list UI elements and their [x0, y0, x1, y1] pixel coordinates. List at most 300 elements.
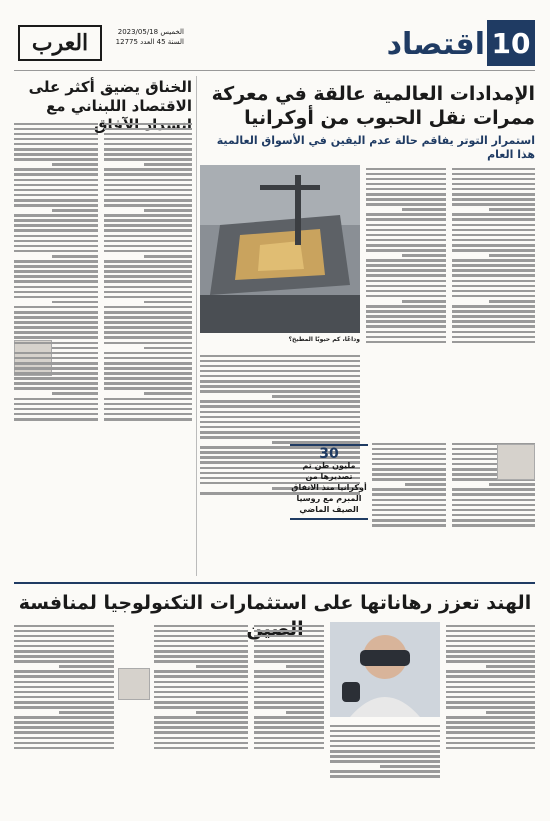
text-line-placeholder [104, 184, 192, 187]
text-line-placeholder [104, 204, 192, 207]
text-line-placeholder [446, 716, 535, 719]
bottom-story-text-col-2 [254, 622, 324, 812]
text-line-placeholder [154, 701, 248, 704]
text-line-placeholder [452, 239, 535, 242]
text-line-placeholder [104, 311, 192, 314]
text-line-placeholder [14, 219, 98, 222]
text-line-placeholder [254, 635, 324, 638]
text-line-placeholder [452, 280, 535, 283]
text-line-placeholder [104, 133, 192, 136]
text-line-placeholder [104, 128, 192, 131]
page-number-badge: 10 [487, 20, 535, 66]
text-line-placeholder [14, 148, 98, 151]
text-line-placeholder [14, 168, 98, 171]
masthead-logo: العرب [18, 25, 102, 61]
text-line-placeholder [489, 483, 535, 486]
text-line-placeholder [446, 696, 535, 699]
text-line-placeholder [14, 706, 114, 709]
text-line-placeholder [366, 336, 446, 339]
text-line-placeholder [200, 416, 360, 419]
text-line-placeholder [14, 670, 114, 673]
text-line-placeholder [104, 367, 192, 370]
text-line-placeholder [14, 214, 98, 217]
text-line-placeholder [154, 625, 248, 628]
date-info [104, 27, 184, 47]
text-line-placeholder [14, 235, 98, 238]
text-line-placeholder [372, 473, 446, 476]
text-line-placeholder [154, 686, 248, 689]
text-line-placeholder [154, 742, 248, 745]
bottom-section-rule [14, 582, 535, 584]
text-line-placeholder [14, 153, 98, 156]
text-line-placeholder [446, 660, 535, 663]
text-line-placeholder [144, 163, 192, 166]
text-line-placeholder [366, 234, 446, 237]
text-line-placeholder [452, 198, 535, 201]
text-line-placeholder [52, 347, 98, 350]
text-line-placeholder [104, 352, 192, 355]
text-line-placeholder [200, 370, 360, 373]
text-line-placeholder [489, 254, 535, 257]
text-line-placeholder [330, 740, 440, 743]
text-line-placeholder [104, 194, 192, 197]
text-line-placeholder [330, 745, 440, 748]
text-line-placeholder [104, 336, 192, 339]
text-line-placeholder [52, 392, 98, 395]
text-line-placeholder [254, 696, 324, 699]
text-line-placeholder [14, 189, 98, 192]
text-line-placeholder [452, 285, 535, 288]
text-line-placeholder [372, 448, 446, 451]
text-line-placeholder [104, 398, 192, 401]
text-line-placeholder [14, 630, 114, 633]
text-line-placeholder [446, 742, 535, 745]
text-line-placeholder [104, 158, 192, 161]
text-line-placeholder [14, 260, 98, 263]
text-line-placeholder [104, 240, 192, 243]
text-line-placeholder [402, 208, 446, 211]
text-line-placeholder [452, 514, 535, 517]
text-line-placeholder [254, 686, 324, 689]
bottom-story-text-col-5 [14, 622, 114, 812]
text-line-placeholder [452, 244, 535, 247]
text-line-placeholder [254, 706, 324, 709]
text-line-placeholder [330, 735, 440, 738]
text-line-placeholder [104, 362, 192, 365]
text-line-placeholder [14, 331, 98, 334]
text-line-placeholder [366, 168, 446, 171]
text-line-placeholder [366, 218, 446, 221]
author-headshot-bottom [118, 668, 150, 700]
text-line-placeholder [446, 681, 535, 684]
text-line-placeholder [286, 665, 325, 668]
text-line-placeholder [104, 306, 192, 309]
text-line-placeholder [366, 285, 446, 288]
text-line-placeholder [14, 398, 98, 401]
text-line-placeholder [14, 696, 114, 699]
text-line-placeholder [254, 747, 324, 750]
text-line-placeholder [366, 341, 446, 344]
text-line-placeholder [14, 675, 114, 678]
text-line-placeholder [372, 443, 446, 446]
text-line-placeholder [366, 193, 446, 196]
column-divider [196, 76, 197, 576]
text-line-placeholder [104, 179, 192, 182]
text-line-placeholder [14, 731, 114, 734]
text-line-placeholder [14, 270, 98, 273]
text-line-placeholder [366, 325, 446, 328]
text-line-placeholder [452, 331, 535, 334]
text-line-placeholder [154, 726, 248, 729]
text-line-placeholder [154, 737, 248, 740]
text-line-placeholder [14, 173, 98, 176]
text-line-placeholder [14, 240, 98, 243]
text-line-placeholder [366, 173, 446, 176]
text-line-placeholder [104, 357, 192, 360]
text-line-placeholder [402, 300, 446, 303]
text-line-placeholder [452, 336, 535, 339]
text-line-placeholder [446, 747, 535, 750]
text-line-placeholder [366, 310, 446, 313]
text-line-placeholder [452, 290, 535, 293]
date-line: الخميس 2023/05/18 [117, 28, 184, 36]
text-line-placeholder [489, 300, 535, 303]
text-line-placeholder [452, 178, 535, 181]
text-line-placeholder [380, 765, 441, 768]
text-line-placeholder [366, 178, 446, 181]
text-line-placeholder [104, 224, 192, 227]
text-line-placeholder [14, 681, 114, 684]
text-line-placeholder [254, 716, 324, 719]
text-line-placeholder [14, 418, 98, 421]
text-line-placeholder [104, 275, 192, 278]
main-story-text-col-1 [366, 165, 446, 435]
text-line-placeholder [14, 645, 114, 648]
text-line-placeholder [452, 183, 535, 186]
text-line-placeholder [14, 377, 98, 380]
text-line-placeholder [154, 706, 248, 709]
text-line-placeholder [154, 630, 248, 633]
text-line-placeholder [452, 188, 535, 191]
text-line-placeholder [154, 691, 248, 694]
text-line-placeholder [372, 519, 446, 522]
text-line-placeholder [154, 640, 248, 643]
text-line-placeholder [52, 209, 98, 212]
text-line-placeholder [254, 701, 324, 704]
author-headshot-main [497, 444, 535, 480]
vr-headset-photo [330, 622, 440, 717]
text-line-placeholder [486, 711, 535, 714]
text-line-placeholder [446, 701, 535, 704]
text-line-placeholder [14, 306, 98, 309]
text-line-placeholder [254, 640, 324, 643]
text-line-placeholder [104, 413, 192, 416]
text-line-placeholder [254, 655, 324, 658]
text-line-placeholder [452, 499, 535, 502]
text-line-placeholder [104, 260, 192, 263]
text-line-placeholder [200, 365, 360, 368]
text-line-placeholder [104, 387, 192, 390]
text-line-placeholder [452, 168, 535, 171]
text-line-placeholder [14, 133, 98, 136]
text-line-placeholder [200, 405, 360, 408]
text-line-placeholder [14, 362, 98, 365]
main-photo-caption: وداعًا، كم حبوبًا المطبخ؟ [288, 336, 360, 343]
text-line-placeholder [366, 188, 446, 191]
text-line-placeholder [366, 264, 446, 267]
text-line-placeholder [14, 352, 98, 355]
text-line-placeholder [154, 645, 248, 648]
text-line-placeholder [104, 245, 192, 248]
text-line-placeholder [52, 301, 98, 304]
text-line-placeholder [14, 372, 98, 375]
text-line-placeholder [154, 650, 248, 653]
text-line-placeholder [372, 493, 446, 496]
text-line-placeholder [14, 194, 98, 197]
text-line-placeholder [144, 301, 192, 304]
text-line-placeholder [14, 387, 98, 390]
text-line-placeholder [14, 224, 98, 227]
text-line-placeholder [330, 730, 440, 733]
text-line-placeholder [104, 153, 192, 156]
text-line-placeholder [366, 269, 446, 272]
text-line-placeholder [452, 193, 535, 196]
text-line-placeholder [200, 355, 360, 358]
text-line-placeholder [14, 158, 98, 161]
text-line-placeholder [254, 742, 324, 745]
text-line-placeholder [254, 731, 324, 734]
text-line-placeholder [372, 499, 446, 502]
text-line-placeholder [446, 721, 535, 724]
text-line-placeholder [200, 360, 360, 363]
text-line-placeholder [14, 686, 114, 689]
text-line-placeholder [14, 204, 98, 207]
text-line-placeholder [154, 747, 248, 750]
text-line-placeholder [402, 254, 446, 257]
main-subhead: استمرار التوتر يفاقم حالة عدم اليقين في الأسواق العالمية هذا العام [216, 134, 535, 161]
text-line-placeholder [286, 711, 325, 714]
text-line-placeholder [200, 421, 360, 424]
text-line-placeholder [366, 259, 446, 262]
text-line-placeholder [366, 315, 446, 318]
text-line-placeholder [452, 493, 535, 496]
text-line-placeholder [14, 382, 98, 385]
text-line-placeholder [104, 321, 192, 324]
text-line-placeholder [200, 431, 360, 434]
text-line-placeholder [452, 224, 535, 227]
text-line-placeholder [452, 264, 535, 267]
text-line-placeholder [452, 315, 535, 318]
text-line-placeholder [14, 403, 98, 406]
text-line-placeholder [200, 400, 360, 403]
text-line-placeholder [14, 286, 98, 289]
text-line-placeholder [144, 255, 192, 258]
text-line-placeholder [405, 483, 446, 486]
text-line-placeholder [104, 296, 192, 299]
text-line-placeholder [104, 265, 192, 268]
text-line-placeholder [154, 681, 248, 684]
text-line-placeholder [372, 488, 446, 491]
text-line-placeholder [200, 411, 360, 414]
text-line-placeholder [14, 737, 114, 740]
bottom-headline: الهند تعزز رهاناتها على استثمارات التكنولوجيا لمنافسة [18, 592, 532, 614]
text-line-placeholder [452, 305, 535, 308]
text-line-placeholder [366, 244, 446, 247]
text-line-placeholder [254, 650, 324, 653]
main-story-text-col-4 [372, 440, 446, 575]
issue-line: السنة 45 العدد 12775 [115, 38, 184, 46]
text-line-placeholder [452, 234, 535, 237]
text-line-placeholder [489, 208, 535, 211]
text-line-placeholder [330, 725, 440, 728]
text-line-placeholder [14, 635, 114, 638]
text-line-placeholder [372, 453, 446, 456]
text-line-placeholder [14, 660, 114, 663]
text-line-placeholder [372, 468, 446, 471]
text-line-placeholder [14, 336, 98, 339]
text-line-placeholder [104, 286, 192, 289]
text-line-placeholder [366, 274, 446, 277]
pull-quote [290, 444, 368, 520]
text-line-placeholder [14, 625, 114, 628]
text-line-placeholder [452, 274, 535, 277]
text-line-placeholder [446, 630, 535, 633]
text-line-placeholder [200, 375, 360, 378]
text-line-placeholder [366, 249, 446, 252]
text-line-placeholder [446, 706, 535, 709]
text-line-placeholder [372, 524, 446, 527]
text-line-placeholder [196, 711, 248, 714]
text-line-placeholder [372, 514, 446, 517]
text-line-placeholder [366, 224, 446, 227]
text-line-placeholder [14, 138, 98, 141]
text-line-placeholder [254, 625, 324, 628]
text-line-placeholder [446, 731, 535, 734]
text-line-placeholder [144, 209, 192, 212]
grain-ship-photo [200, 165, 360, 333]
text-line-placeholder [14, 342, 98, 345]
text-line-placeholder [104, 168, 192, 171]
text-line-placeholder [14, 265, 98, 268]
text-line-placeholder [14, 357, 98, 360]
text-line-placeholder [254, 645, 324, 648]
text-line-placeholder [452, 229, 535, 232]
text-line-placeholder [104, 229, 192, 232]
bottom-story-text-col-4 [154, 622, 248, 812]
text-line-placeholder [366, 305, 446, 308]
text-line-placeholder [446, 686, 535, 689]
text-line-placeholder [14, 321, 98, 324]
text-line-placeholder [366, 239, 446, 242]
text-line-placeholder [14, 413, 98, 416]
text-line-placeholder [154, 731, 248, 734]
text-line-placeholder [104, 199, 192, 202]
text-line-placeholder [154, 721, 248, 724]
text-line-placeholder [200, 436, 360, 439]
text-line-placeholder [14, 184, 98, 187]
text-line-placeholder [14, 640, 114, 643]
text-line-placeholder [154, 660, 248, 663]
text-line-placeholder [104, 280, 192, 283]
text-line-placeholder [14, 316, 98, 319]
text-line-placeholder [254, 737, 324, 740]
text-line-placeholder [452, 249, 535, 252]
text-line-placeholder [154, 635, 248, 638]
section-title: اقتصاد [386, 27, 485, 62]
text-line-placeholder [14, 701, 114, 704]
text-line-placeholder [452, 509, 535, 512]
text-line-placeholder [154, 655, 248, 658]
text-line-placeholder [372, 509, 446, 512]
text-line-placeholder [14, 275, 98, 278]
text-line-placeholder [14, 691, 114, 694]
text-line-placeholder [330, 750, 440, 753]
text-line-placeholder [366, 295, 446, 298]
text-line-placeholder [14, 179, 98, 182]
text-line-placeholder [446, 675, 535, 678]
text-line-placeholder [14, 655, 114, 658]
text-line-placeholder [272, 395, 360, 398]
text-line-placeholder [366, 213, 446, 216]
text-line-placeholder [104, 219, 192, 222]
text-line-placeholder [59, 665, 114, 668]
text-line-placeholder [452, 203, 535, 206]
text-line-placeholder [14, 742, 114, 745]
text-line-placeholder [330, 760, 440, 763]
text-line-placeholder [366, 229, 446, 232]
text-line-placeholder [200, 390, 360, 393]
text-line-placeholder [200, 426, 360, 429]
text-line-placeholder [52, 255, 98, 258]
side-story-text-col-1 [14, 120, 98, 575]
text-line-placeholder [366, 280, 446, 283]
text-line-placeholder [372, 478, 446, 481]
text-line-placeholder [14, 326, 98, 329]
text-line-placeholder [254, 691, 324, 694]
text-line-placeholder [14, 721, 114, 724]
text-line-placeholder [104, 316, 192, 319]
text-line-placeholder [452, 519, 535, 522]
text-line-placeholder [104, 189, 192, 192]
text-line-placeholder [366, 203, 446, 206]
text-line-placeholder [104, 377, 192, 380]
text-line-placeholder [104, 408, 192, 411]
text-line-placeholder [254, 675, 324, 678]
text-line-placeholder [104, 173, 192, 176]
text-line-placeholder [446, 726, 535, 729]
text-line-placeholder [452, 325, 535, 328]
text-line-placeholder [14, 280, 98, 283]
text-line-placeholder [446, 645, 535, 648]
text-line-placeholder [104, 123, 192, 126]
text-line-placeholder [446, 691, 535, 694]
text-line-placeholder [372, 458, 446, 461]
text-line-placeholder [452, 218, 535, 221]
text-line-placeholder [452, 173, 535, 176]
text-line-placeholder [104, 291, 192, 294]
main-story-text-col-2 [452, 165, 535, 435]
text-line-placeholder [14, 716, 114, 719]
main-headline: الإمدادات العالمية عالقة في معركة ممرات نقل الحبوب من أوكرانيا [211, 83, 535, 129]
pull-quote-text: مليون طن تم تصديرها من أوكرانيا منذ الاتفاق المبرم مع روسيا الصيف الماضي [291, 461, 367, 514]
text-line-placeholder [104, 372, 192, 375]
text-line-placeholder [14, 291, 98, 294]
text-line-placeholder [14, 650, 114, 653]
text-line-placeholder [372, 463, 446, 466]
text-line-placeholder [14, 747, 114, 750]
text-line-placeholder [452, 310, 535, 313]
text-line-placeholder [254, 630, 324, 633]
